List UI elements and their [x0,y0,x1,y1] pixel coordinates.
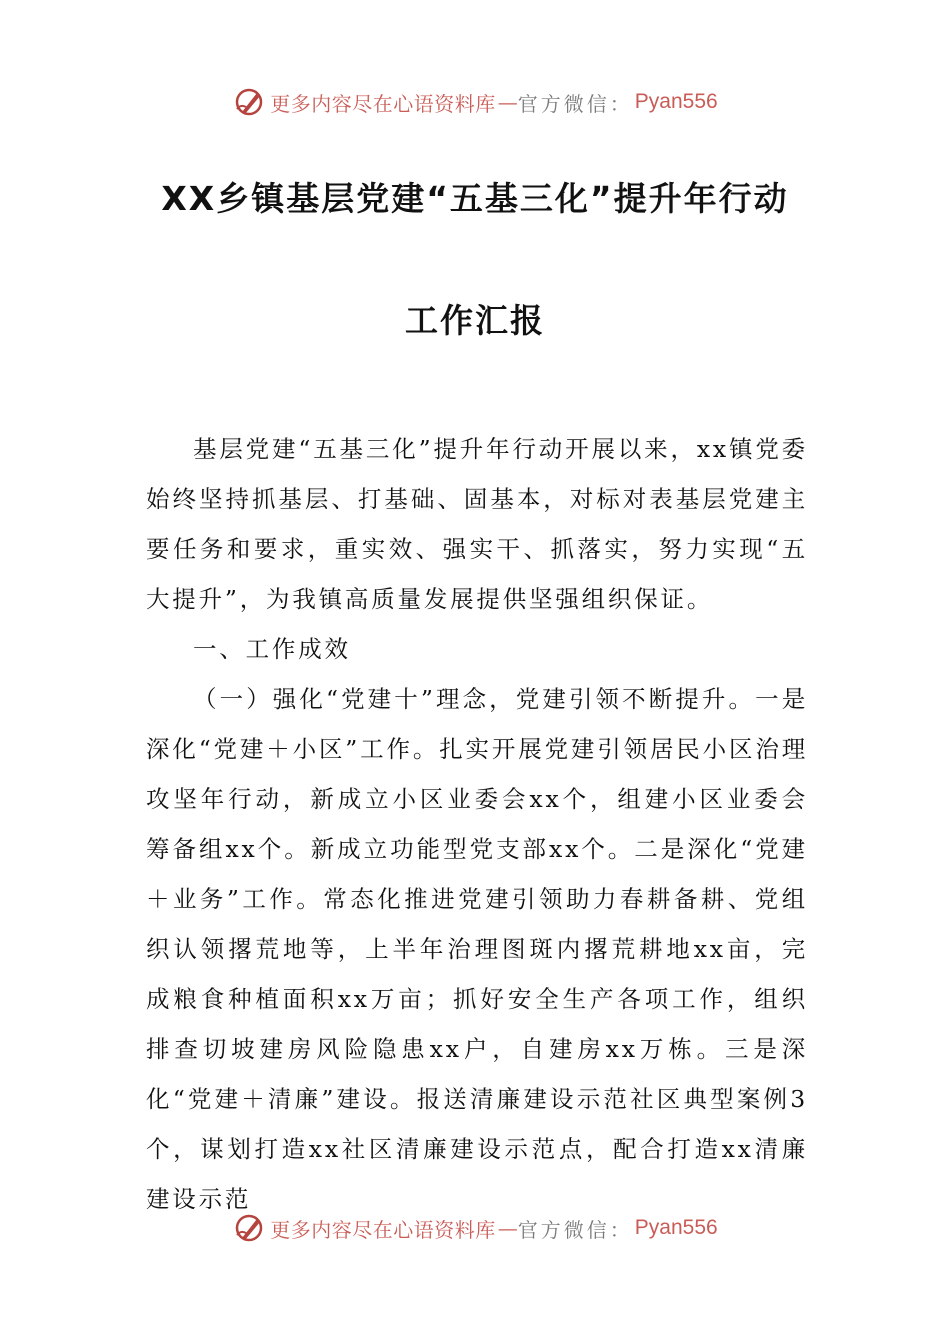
watermark-dash: — [497,1216,516,1240]
watermark-wechat-label: 官方微信： [517,91,633,116]
watermark-dash: — [497,90,516,114]
intro-paragraph: 基层党建“五基三化”提升年行动开展以来，xx镇党委始终坚持抓基层、打基础、固基本，对标对表基层党建主要任务和要求，重实效、强实干、抓落实，努力实现“五大提升”，为我镇高质量发展提供坚强组织保证。 [146,435,808,613]
watermark-main-text: 更多内容尽在心语资料库 [270,1217,496,1242]
watermark-banner-top [0,78,950,126]
watermark-main-text: 更多内容尽在心语资料库 [270,91,496,116]
pen-logo-icon [232,85,266,119]
watermark-banner-bottom [0,1204,950,1252]
document-title-line-2: 工作汇报 [405,301,545,340]
watermark-wechat-label: 官方微信： [517,1217,633,1242]
section-paragraph: （一）强化“党建十”理念，党建引领不断提升。一是深化“党建＋小区”工作。扎实开展党建引领居民小区治理攻坚年行动，新成立小区业委会xx个，组建小区业委会筹备组xx个。新成立功能型党支部xx个。二是深化“党建＋业务”工作。常态化推进党建引领助力春耕备耕、党组织认领撂荒地等，上半年治理图斑内撂荒耕地xx亩，完成粮食种植面积xx万亩；抓好安全生产各项工作，组织排查切坡建房风险隐患xx户，自建房xx万栋。三是深化“党建＋清廉”建设。报送清廉建设示范社区典型案例3个，谋划打造xx社区清廉建设示范点，配合打造xx清廉建设示范 [146,685,808,1213]
watermark-wechat-id: Pyan556 [634,1216,718,1239]
document-body [146,424,808,1224]
section-heading: 一、工作成效 [193,635,351,663]
document-title-line-1: XX乡镇基层党建“五基三化”提升年行动 [161,179,789,218]
pen-logo-icon [232,1211,266,1245]
watermark-wechat-id: Pyan556 [634,90,718,113]
